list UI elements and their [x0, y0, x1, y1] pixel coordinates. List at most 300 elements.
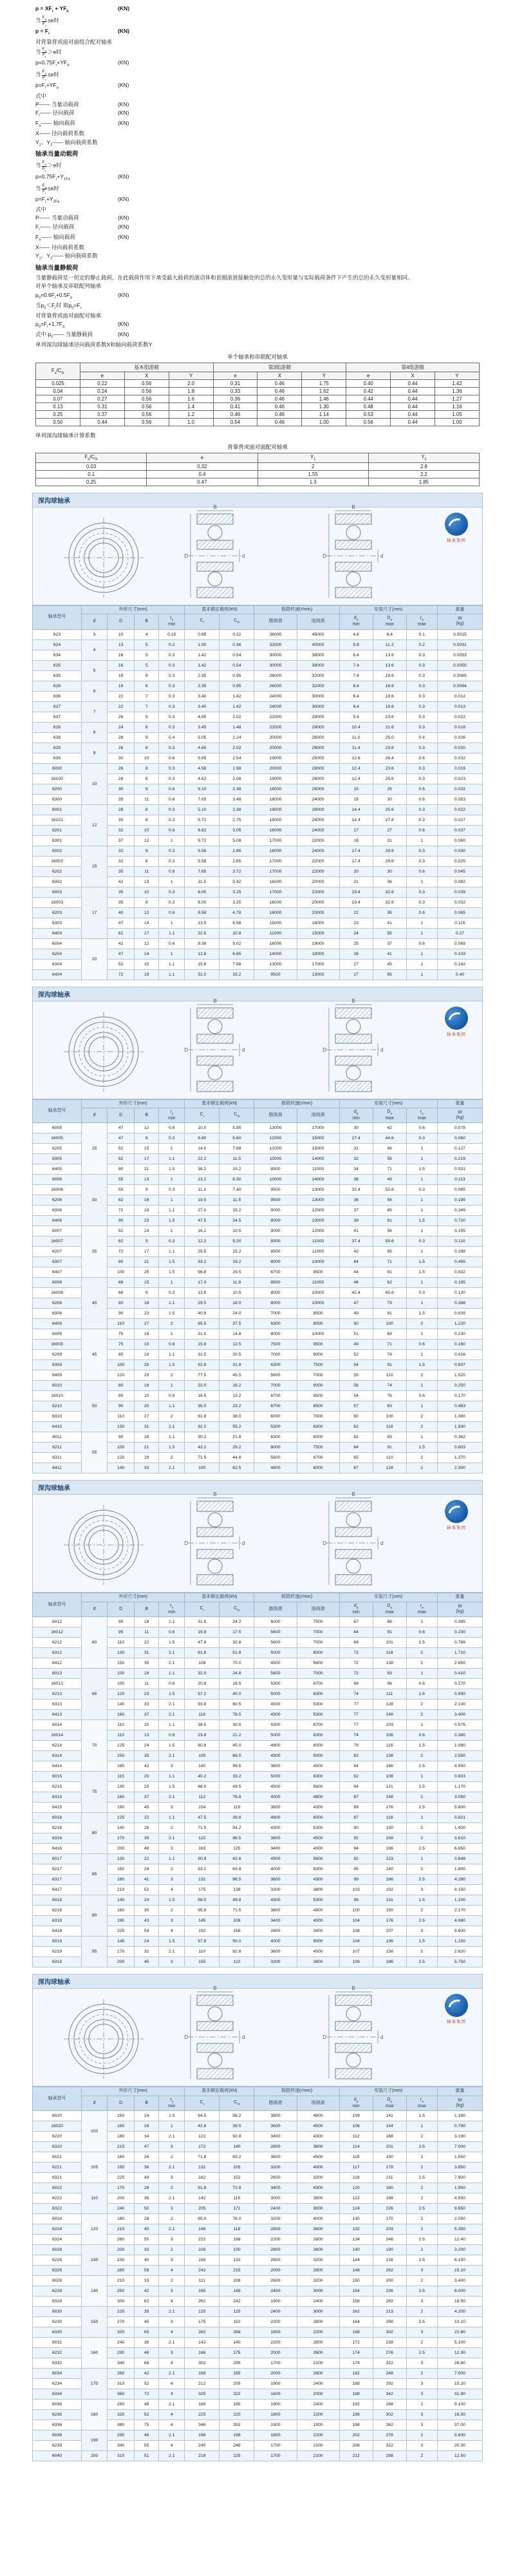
bearing-cell: 16000: [254, 897, 297, 907]
bearing-cell: 10000: [254, 1154, 297, 1164]
bearing-cell: 11: [135, 1627, 159, 1638]
bearing-cell: 11.4: [339, 743, 373, 753]
bearing-cell: 27: [373, 825, 406, 835]
bearing-col-header: $C_r$: [185, 1602, 220, 1617]
coef1-cell: 0.46: [213, 411, 258, 419]
bearing-cell: 3600: [254, 1875, 297, 1885]
bearing-cell: 36: [339, 1175, 373, 1185]
bearing-cell: 1.550: [437, 2152, 482, 2163]
bearing-cell: 32: [135, 1947, 159, 1957]
bearing-cell: 18.50: [437, 2297, 482, 2307]
bearing-cell: 2.1: [159, 1422, 185, 1432]
bearing-cell: 32.6: [373, 897, 406, 907]
bearing-cell: 228: [373, 2338, 406, 2348]
bearing-cell: 24.0: [220, 1309, 254, 1319]
bearing-cell: 6307: [33, 1257, 82, 1267]
bearing-cell: 1.42: [220, 691, 254, 701]
bearing-cell: 124: [339, 2204, 373, 2214]
bearing-cell: 2200: [254, 2317, 297, 2327]
bearing-cell: 32000: [297, 681, 339, 691]
bearing-cell: 0.027: [437, 815, 482, 825]
bearing-cell: 10000: [297, 1298, 339, 1309]
bearing-cell: 6226: [33, 2255, 82, 2266]
bearing-cell: 62.5: [220, 1463, 254, 1473]
bearing-cell: 268: [373, 2400, 406, 2410]
bearing-drawing-area: [32, 504, 483, 605]
bearing-cell: 0.060: [437, 1133, 482, 1144]
bearing-row: [33, 804, 483, 815]
bearing-cell: 260: [108, 2235, 135, 2245]
bearing-cell: 160: [373, 2183, 406, 2193]
bearing-cell: 57.2: [185, 1689, 220, 1700]
bearing-cell: 175: [185, 2317, 220, 2327]
bearing-col-header: $r_s$ min: [159, 1602, 185, 1617]
bearing-cell: 33: [135, 1700, 159, 1710]
bearing-cell: 19: [135, 1350, 159, 1360]
bearing-cell: 30000: [254, 650, 297, 660]
bearing-cell: 2400: [254, 2204, 297, 2214]
bearing-cell: 3000: [297, 2204, 339, 2214]
bearing-cell: 2800: [254, 2245, 297, 2255]
bearing-cell: 3.40: [185, 691, 220, 701]
bearing-row: [33, 1381, 483, 1391]
bearing-cell: 22: [108, 701, 135, 712]
bearing-cell: 146: [185, 2224, 220, 2235]
bearing-cell: 150: [108, 2111, 135, 2121]
bearing-cell: 211: [373, 2173, 406, 2183]
bearing-cell: 35: [135, 2307, 159, 2317]
bearing-cell: 1.1: [159, 1298, 185, 1309]
bearing-col-group: 重量: [437, 1099, 482, 1108]
bearing-cell: 42: [108, 876, 135, 887]
bearing-cell: 322: [220, 2389, 254, 2400]
bearing-cell: 55: [135, 2235, 159, 2245]
bearing-cell: 0.3: [159, 722, 185, 732]
bearing-cell: 12.40: [437, 2235, 482, 2245]
bearing-cell: 150: [373, 2152, 406, 2163]
bearing-cell: 68: [108, 1278, 135, 1288]
dim-label-d: d: [242, 553, 245, 559]
bearing-cell: 6017: [33, 1854, 82, 1864]
bearing-cell: 69: [373, 1329, 406, 1340]
bearing-cell: 14000: [297, 1154, 339, 1164]
bearing-cell: 8500: [297, 1267, 339, 1278]
bearing-cell: 2100: [297, 2441, 339, 2451]
bearing-cell: 11.2: [373, 639, 406, 650]
bearing-cell: 176: [373, 1916, 406, 1926]
bearing-cell: 0.032: [437, 753, 482, 763]
bearing-cross-section: [323, 1492, 383, 1585]
bearing-cell: 2.100: [437, 1700, 482, 1710]
bearing-cell: 15.10: [437, 2266, 482, 2276]
bearing-cell: 110: [108, 1319, 135, 1329]
bearing-cell: 6330: [33, 2327, 82, 2338]
bearing-cell: 1: [159, 1195, 185, 1206]
bearing-cell: 145: [185, 1916, 220, 1926]
bearing-cell: 16013: [33, 1679, 82, 1689]
bearing-cell: 30: [108, 753, 135, 763]
bearing-cell: 2000: [254, 2266, 297, 2276]
coef2-cell: 2.8: [368, 462, 479, 470]
bearing-cell: 13.2: [220, 1391, 254, 1401]
bearing-cell: 3: [406, 2410, 437, 2420]
formula-line: $p=F_r+YF_a$ (KN): [35, 82, 129, 91]
bearing-cell: 4000: [254, 1937, 297, 1947]
coef2-cell: 2.2: [368, 470, 479, 478]
bearing-cell: 268: [220, 2327, 254, 2338]
bearing-cell: 6221: [33, 2163, 82, 2173]
bearing-cell: 6407: [33, 1267, 82, 1278]
bearing-drawing-area: [32, 1492, 483, 1593]
bearing-cell: 2.5: [406, 1875, 437, 1885]
bearing-cell: 1.080: [437, 1741, 482, 1751]
bearing-col-group: 轴承型号: [33, 2087, 82, 2111]
bearing-cell: 115: [108, 1772, 135, 1782]
bearing-col-group: 基本额定载荷(kN): [185, 1099, 254, 1108]
bearing-cell: 1: [159, 1381, 185, 1391]
bearing-cell: 0.6: [406, 1391, 437, 1401]
bearing-cell: 17000: [254, 835, 297, 846]
bearing-cell: 1.5: [159, 1638, 185, 1648]
bearing-cell: 637: [33, 712, 82, 722]
bearing-cell: 0.250: [437, 1381, 482, 1391]
bearing-cell: 0.022: [437, 804, 482, 815]
bearing-cell: 31.5: [185, 1350, 220, 1360]
bearing-cell: 140: [108, 1823, 135, 1833]
bearing-cell: 2800: [254, 1926, 297, 1937]
bearing-cell: 41: [373, 949, 406, 959]
bearing-col-header: 油润滑: [297, 614, 339, 630]
bearing-cell: 32.4: [339, 1185, 373, 1195]
bearing-cell: 75: [135, 2420, 159, 2430]
bearing-cell: 91: [373, 1443, 406, 1453]
bearing-cell: 31.5: [185, 1617, 220, 1627]
bearing-cell: 16: [108, 650, 135, 660]
bearing-cell: 4: [82, 639, 108, 660]
bearing-cell: 7.4: [339, 660, 373, 670]
bearing-cell: 138: [373, 1751, 406, 1761]
bearing-cell: 16010: [33, 1391, 82, 1401]
bearing-cell: 112: [339, 2132, 373, 2142]
bearing-cell: 13: [135, 876, 159, 887]
coef1-row: [36, 411, 480, 419]
bearing-cell: 5.8: [339, 639, 373, 650]
bearing-cell: 3.200: [437, 2245, 482, 2255]
bearing-cell: 83.2: [185, 1864, 220, 1875]
bearing-cell: 7000: [254, 1309, 297, 1319]
coef2-row: [36, 478, 480, 486]
bearing-cell: 1.5: [406, 1937, 437, 1947]
bearing-cell: 1: [406, 1401, 437, 1412]
bearing-cell: 93.8: [185, 1700, 220, 1710]
bearing-cell: 242: [220, 2297, 254, 2307]
bearing-cell: 1.5: [159, 1443, 185, 1453]
bearing-cell: 3400: [254, 2132, 297, 2142]
bearing-cell: 90: [82, 1895, 108, 1937]
bearing-cell: 54: [135, 1926, 159, 1937]
company-logo: [437, 1994, 476, 2024]
bearing-cell: 4000: [297, 2214, 339, 2224]
bearing-cell: 52: [135, 2379, 159, 2389]
bearing-cell: 44.8: [220, 1453, 254, 1463]
bearing-cell: 0.0050: [437, 660, 482, 670]
bearing-cell: 32.0: [185, 1669, 220, 1679]
bearing-row: [33, 2451, 483, 2461]
bearing-cell: 27: [339, 969, 373, 980]
bearing-cell: 9.4: [339, 701, 373, 712]
bearing-cell: 2: [159, 1453, 185, 1463]
bearing-cell: 15.20: [437, 2379, 482, 2389]
bearing-cell: 69: [339, 1679, 373, 1689]
bearing-cell: 380: [108, 2420, 135, 2430]
bearing-cell: 190: [108, 2163, 135, 2173]
bearing-cell: 0.932: [437, 1267, 482, 1278]
bearing-cell: 80: [108, 1391, 135, 1401]
bearing-col-header: $C_{0r}$: [220, 2096, 254, 2111]
bearing-cell: 10: [135, 887, 159, 897]
bearing-cell: 8: [135, 897, 159, 907]
bearing-cell: 3600: [297, 2224, 339, 2235]
bearing-cell: 60: [339, 1412, 373, 1422]
bearing-cell: 45: [135, 1957, 159, 1967]
bearing-cell: 27.4: [339, 1133, 373, 1144]
bearing-cell: 15: [135, 959, 159, 969]
bearing-cell: 78: [373, 1350, 406, 1360]
bearing-cell: 17: [135, 1247, 159, 1257]
bearing-cell: 1.1: [159, 1206, 185, 1216]
coef1-group-header: 基本组游隙: [80, 363, 213, 372]
bearing-col-header: $d_a$ min: [339, 1108, 373, 1123]
bearing-cell: 2000: [254, 2369, 297, 2379]
bearing-cell: 50.0: [220, 1937, 254, 1947]
coef1-cell: 0.44: [391, 380, 435, 388]
bearing-front-view: [64, 1012, 144, 1092]
bearing-cell: 116: [373, 1741, 406, 1751]
bearing-cell: 8000: [254, 1329, 297, 1340]
bearing-cell: 52: [135, 2410, 159, 2420]
bearing-cell: 105: [185, 1751, 220, 1761]
bearing-cell: 182: [185, 2173, 220, 2183]
bearing-cell: 80: [108, 1257, 135, 1267]
bearing-cell: 1.5: [406, 1782, 437, 1792]
bearing-cell: 0.3: [406, 1133, 437, 1144]
bearing-cell: 5: [135, 639, 159, 650]
bearing-cell: 99: [339, 1875, 373, 1885]
bearing-cell: 25.5: [185, 1247, 220, 1257]
bearing-cell: 3.190: [437, 2132, 482, 2142]
bearing-cell: 0.40: [437, 969, 482, 980]
bearing-cell: 19000: [254, 804, 297, 815]
bearing-cell: 23.6: [373, 743, 406, 753]
bearing-cell: 2: [159, 1864, 185, 1875]
coef1-cell: 1.75: [302, 380, 346, 388]
bearing-cell: 55: [82, 1432, 108, 1473]
bearing-cell: 6315: [33, 1792, 82, 1803]
bearing-cell: 56: [373, 1195, 406, 1206]
bearing-cell: 2200: [297, 2430, 339, 2441]
bearing-cell: 72: [108, 1247, 135, 1257]
bearing-cell: 9: [135, 1288, 159, 1298]
logo-label: 轴承集团: [447, 538, 466, 543]
bearing-cell: 6322: [33, 2204, 82, 2214]
bearing-cell: 72: [339, 1669, 373, 1679]
bearing-cell: 19000: [254, 773, 297, 784]
bearing-cell: 1.5: [159, 1309, 185, 1319]
logo-label: 轴承集团: [447, 2020, 466, 2025]
bearing-cell: 45000: [297, 629, 339, 639]
bearing-cell: 6215: [33, 1782, 82, 1792]
bearing-cell: 3: [159, 1761, 185, 1772]
dim-label-D: D: [184, 1540, 188, 1547]
bearing-cell: 106: [373, 1730, 406, 1741]
bearing-cell: 1: [406, 1175, 437, 1185]
bearing-cell: 1.930: [437, 1422, 482, 1432]
bearing-cell: 6414: [33, 1761, 82, 1772]
coef2-header: $F_a/C_{0r}$: [36, 453, 147, 463]
bearing-cell: 9: [135, 732, 159, 743]
bearing-col-header: 脂润滑: [254, 1108, 297, 1123]
bearing-cell: 5.08: [220, 835, 254, 846]
bearing-cell: 41: [373, 918, 406, 928]
bearing-cell: 0.3: [159, 1133, 185, 1144]
coef1-row: [36, 403, 480, 411]
bearing-cell: 132: [185, 2163, 220, 2173]
bearing-cell: 6300: [297, 1689, 339, 1700]
bearing-cell: 2600: [254, 2255, 297, 2266]
bearing-cell: 7.000: [437, 2142, 482, 2152]
bearing-cell: 26000: [297, 804, 339, 815]
bearing-cell: 225: [220, 2451, 254, 2461]
bearing-cell: 0.6: [406, 866, 437, 876]
bearing-cell: 6214: [33, 1741, 82, 1751]
bearing-cell: 66.0: [185, 1782, 220, 1792]
bearing-cell: 21.6: [373, 722, 406, 732]
bearing-cell: 0.3: [406, 1236, 437, 1247]
formula-line: $F_a——$ 轴向载荷 (KN): [35, 233, 129, 242]
bearing-cell: 5.58: [185, 856, 220, 866]
bearing-cell: 71.5: [220, 1906, 254, 1916]
bearing-cell: 7000: [297, 1627, 339, 1638]
bearing-cell: 33.2: [220, 1772, 254, 1782]
bearing-cell: 84: [339, 1761, 373, 1772]
bearing-cell: 16000: [254, 938, 297, 949]
bearing-cell: 1.5: [406, 1360, 437, 1370]
bearing-cell: 0.6: [159, 907, 185, 918]
bearing-cell: 87: [339, 1792, 373, 1803]
bearing-cell: 50: [82, 1381, 108, 1432]
bearing-cell: 1.5: [159, 1782, 185, 1792]
bearing-cell: 1.5: [159, 1360, 185, 1370]
bearing-cell: 9500: [254, 969, 297, 980]
coef1-row: [36, 419, 480, 426]
bearing-cell: 2: [159, 1370, 185, 1381]
bearing-cell: 2400: [297, 2400, 339, 2410]
formula-line: $p=F_r+Y_{2Fa}$ (KN): [35, 195, 129, 204]
bearing-cell: 1.00: [185, 639, 220, 650]
bearing-cell: 4000: [297, 1844, 339, 1854]
bearing-cell: 5.750: [437, 1957, 482, 1967]
bearing-cell: 9.20: [220, 1236, 254, 1247]
bearing-cell: 17000: [297, 959, 339, 969]
bearing-cell: 132: [220, 2255, 254, 2266]
bearing-cell: 34: [135, 2132, 159, 2142]
bearing-cell: 1: [406, 1247, 437, 1257]
bearing-cell: 0.060: [437, 835, 482, 846]
bearing-cell: 4500: [297, 1947, 339, 1957]
bearing-row: [33, 1895, 483, 1906]
bearing-cell: 75: [82, 1772, 108, 1813]
bearing-cell: 262: [185, 2297, 220, 2307]
bearing-cell: 3600: [297, 2245, 339, 2255]
bearing-cell: 0.6: [406, 753, 437, 763]
bearing-cell: 0.95: [220, 681, 254, 691]
bearing-cell: 23.8: [185, 1730, 220, 1741]
coef1-sub-header: e: [80, 372, 124, 380]
bearing-section: [0, 987, 515, 1474]
bearing-cell: 13: [108, 639, 135, 650]
bearing-cell: 40.8: [185, 1309, 220, 1319]
coef1-row: [36, 380, 480, 388]
bearing-cell: 6.4: [339, 650, 373, 660]
bearing-cell: 22: [339, 907, 373, 918]
bearing-cell: 6413: [33, 1710, 82, 1720]
coef1-cell: 0.25: [36, 411, 80, 419]
coef1-cell: 0.04: [36, 388, 80, 395]
bearing-cell: 4.280: [437, 1875, 482, 1885]
bearing-cell: 6224: [33, 2224, 82, 2235]
bearing-cell: 81.8: [185, 2183, 220, 2193]
dim-label-D: D: [184, 1046, 188, 1053]
bearing-cell: 19.6: [373, 691, 406, 701]
bearing-cell: 280: [108, 2266, 135, 2276]
bearing-cell: 192: [373, 1885, 406, 1895]
bearing-cell: 342: [373, 2389, 406, 2400]
bearing-cell: 0.3: [406, 804, 437, 815]
bearing-cell: 114: [339, 2142, 373, 2152]
bearing-cell: 47: [108, 1133, 135, 1144]
bearing-cell: 65: [373, 969, 406, 980]
bearing-cell: 3.610: [437, 1833, 482, 1844]
bearing-cell: 3.850: [437, 2163, 482, 2173]
bearing-cell: 4500: [254, 1854, 297, 1864]
bearing-cell: 44: [339, 1267, 373, 1278]
bearing-cell: 42: [135, 2369, 159, 2379]
bearing-cell: 0.113: [437, 1175, 482, 1185]
bearing-cell: 55: [373, 928, 406, 938]
bearing-cell: 1900: [254, 2379, 297, 2389]
bearing-cell: 3200: [297, 2173, 339, 2183]
bearing-cell: 18: [135, 1432, 159, 1443]
bearing-cell: 91: [373, 1267, 406, 1278]
bearing-cell: 0.4: [406, 732, 437, 743]
bearing-cell: 8: [135, 856, 159, 866]
bearing-cell: 2.1: [159, 1947, 185, 1957]
bearing-cell: 0.3: [406, 887, 437, 897]
logo-label: 轴承集团: [447, 1032, 466, 1037]
bearing-diagram: [33, 504, 482, 604]
bearing-cell: 103: [373, 1720, 406, 1730]
bearing-cell: 1800: [254, 2430, 297, 2441]
bearing-cell: 4.980: [437, 1916, 482, 1926]
bearing-cell: 0.3: [159, 763, 185, 773]
bearing-cell: 2.5: [406, 2286, 437, 2297]
bearing-cell: 1900: [297, 2420, 339, 2430]
bearing-cell: 30.2: [185, 1432, 220, 1443]
bearing-cell: 3.400: [437, 1710, 482, 1720]
bearing-cell: 2000: [297, 2389, 339, 2400]
bearing-cell: 4.65: [185, 712, 220, 722]
bearing-cell: 8.4: [339, 681, 373, 691]
